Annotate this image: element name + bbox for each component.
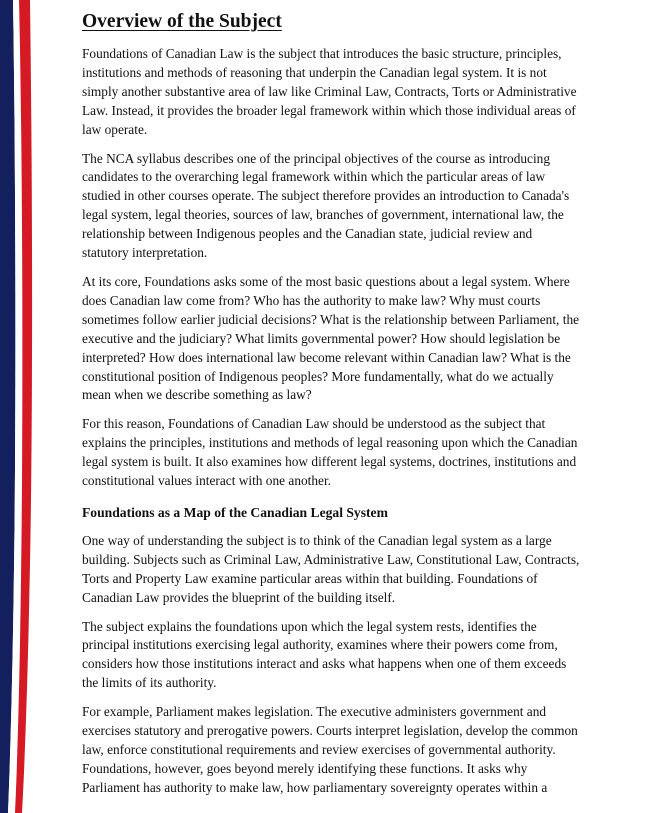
paragraph-syllabus: The NCA syllabus describes one of the principal objectives of the course as introducing candidates to the overarching legal framework within which the particular areas of law studied in other courses operate. The subject therefore provides an introduction to Canada's legal system, legal theories, sources of law, branches of government, international law, the relationship between Indigenous peoples and the Canadian state, judicial review and statutory interpretation. bbox=[82, 150, 570, 261]
section-heading: Foundations as a Map of the Canadian Legal System bbox=[82, 504, 388, 520]
page-title: Overview of the Subject bbox=[82, 11, 282, 32]
paragraph-building: One way of understanding the subject is to think of the Canadian legal system as a large building. Subjects such as Criminal Law, Administrative Law, Constitutional Law, Contracts, Torts and Property Law examine particular areas within that building. Foundations of Canadian Law provides the blueprint of the building itself. bbox=[82, 532, 580, 605]
decorative-flag-stripe bbox=[0, 0, 40, 813]
paragraph-institutions: The subject explains the foundations upon which the legal system rests, identifies the principal institutions exercising legal authority, examines where their powers come from, considers how those institutions interact and asks what happens when one of them exceeds the limits of its authority. bbox=[82, 618, 567, 691]
paragraph-intro: Foundations of Canadian Law is the subject that introduces the basic structure, principles, institutions and methods of reasoning that underpin the Canadian legal system. It is not simply another substantive area of law like Criminal Law, Contracts, Torts or Administrative Law. Instead, it provides the broader legal framework within which those individual areas of law operate. bbox=[82, 46, 577, 137]
paragraph-reason: For this reason, Foundations of Canadian Law should be understood as the subject that explains the principles, institutions and methods of legal reasoning upon which the Canadian legal system is built. It also examines how different legal systems, doctrines, institutions and constitutional values interact with one another. bbox=[82, 416, 578, 489]
document-page bbox=[82, 8, 582, 808]
paragraph-core-questions: At its core, Foundations asks some of the most basic questions about a legal system. Where does Canadian law come from? Who has the authority to make law? Why must courts sometimes follow earlier judicial decisions? What is the relationship between Parliament, the executive and the judiciary? What limits governmental power? How should legislation be interpreted? How does international law become relevant within Canadian law? What is the constitutional position of Indigenous peoples? More fundamentally, what do we actually mean when we describe something as law? bbox=[82, 273, 580, 403]
paragraph-example: For example, Parliament makes legislation. The executive administers government and exercises statutory and prerogative powers. Courts interpret legislation, develop the common law, enforce constitutional requirements and review exercises of governmental authority. Foundations, however, goes beyond merely identifying these functions. It asks why Parliament has authority to make law, how parliamentary sovereignty operates within a bbox=[82, 704, 578, 795]
